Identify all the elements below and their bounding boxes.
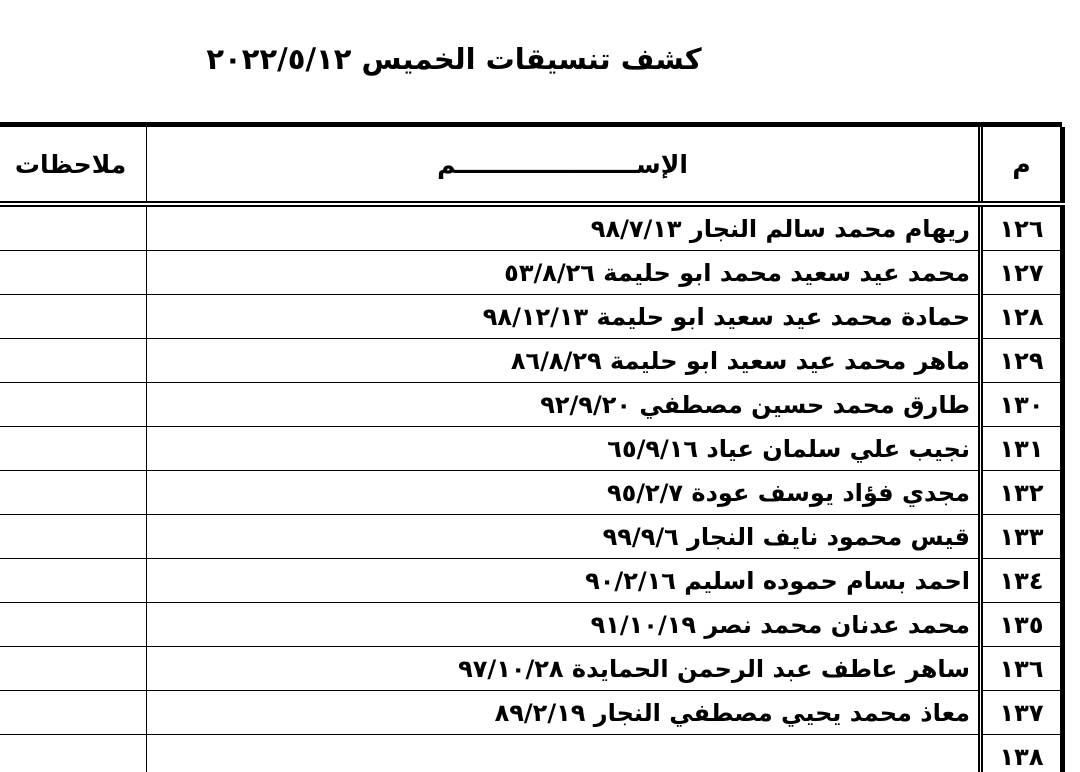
table-row xyxy=(0,251,1063,295)
table-row xyxy=(0,735,1063,772)
table-row xyxy=(0,559,1063,603)
table-row xyxy=(0,515,1063,559)
table-row xyxy=(0,691,1063,735)
row-notes xyxy=(0,204,147,251)
column-header-number: م xyxy=(981,127,1063,204)
row-name: ريهام محمد سالم النجار ٩٨/٧/١٣ xyxy=(147,204,981,251)
column-header-notes: ملاحظات xyxy=(0,127,147,204)
document-title: كشف تنسيقات الخميس ٢٠٢٢/٥/١٢ xyxy=(206,42,702,76)
row-notes xyxy=(0,603,147,647)
row-number: ١٣٢ xyxy=(981,471,1063,515)
row-notes xyxy=(0,515,147,559)
table-row xyxy=(0,295,1063,339)
row-number: ١٢٨ xyxy=(981,295,1063,339)
table-row xyxy=(0,603,1063,647)
row-notes xyxy=(0,383,147,427)
column-header-name: الإســـــــــــــــــــــم xyxy=(147,127,981,204)
table-row xyxy=(0,647,1063,691)
row-number: ١٣٣ xyxy=(981,515,1063,559)
row-notes xyxy=(0,691,147,735)
table-header-row xyxy=(0,127,1063,204)
row-notes xyxy=(0,339,147,383)
schedule-table xyxy=(0,127,1065,772)
table-row xyxy=(0,427,1063,471)
row-name: ساهر عاطف عبد الرحمن الحمايدة ٩٧/١٠/٢٨ xyxy=(147,647,981,691)
row-number: ١٣٨ xyxy=(981,735,1063,772)
row-notes xyxy=(0,295,147,339)
row-name: محمد عدنان محمد نصر ٩١/١٠/١٩ xyxy=(147,603,981,647)
row-number: ١٢٧ xyxy=(981,251,1063,295)
row-notes xyxy=(0,559,147,603)
row-name: قيس محمود نايف النجار ٩٩/٩/٦ xyxy=(147,515,981,559)
row-name: مجدي فؤاد يوسف عودة ٩٥/٢/٧ xyxy=(147,471,981,515)
row-name: معاذ محمد يحيي مصطفي النجار ٨٩/٢/١٩ xyxy=(147,691,981,735)
table-row xyxy=(0,383,1063,427)
row-number: ١٢٩ xyxy=(981,339,1063,383)
row-name: حمادة محمد عيد سعيد ابو حليمة ٩٨/١٢/١٣ xyxy=(147,295,981,339)
table-row xyxy=(0,204,1063,251)
row-number: ١٣٧ xyxy=(981,691,1063,735)
table-row xyxy=(0,471,1063,515)
row-number: ١٣٤ xyxy=(981,559,1063,603)
row-notes xyxy=(0,647,147,691)
row-notes xyxy=(0,251,147,295)
row-name: احمد بسام حموده اسليم ٩٠/٢/١٦ xyxy=(147,559,981,603)
row-number: ١٢٦ xyxy=(981,204,1063,251)
row-name: نجيب علي سلمان عياد ٦٥/٩/١٦ xyxy=(147,427,981,471)
row-name: طارق محمد حسين مصطفي ٩٢/٩/٢٠ xyxy=(147,383,981,427)
row-name: ماهر محمد عيد سعيد ابو حليمة ٨٦/٨/٢٩ xyxy=(147,339,981,383)
row-notes xyxy=(0,427,147,471)
table-row xyxy=(0,339,1063,383)
row-name: محمد عيد سعيد محمد ابو حليمة ٥٣/٨/٢٦ xyxy=(147,251,981,295)
row-notes xyxy=(0,735,147,772)
row-notes xyxy=(0,471,147,515)
row-number: ١٣٠ xyxy=(981,383,1063,427)
schedule-table-container xyxy=(0,122,1062,772)
row-number: ١٣١ xyxy=(981,427,1063,471)
row-number: ١٣٦ xyxy=(981,647,1063,691)
row-number: ١٣٥ xyxy=(981,603,1063,647)
row-name xyxy=(147,735,981,772)
